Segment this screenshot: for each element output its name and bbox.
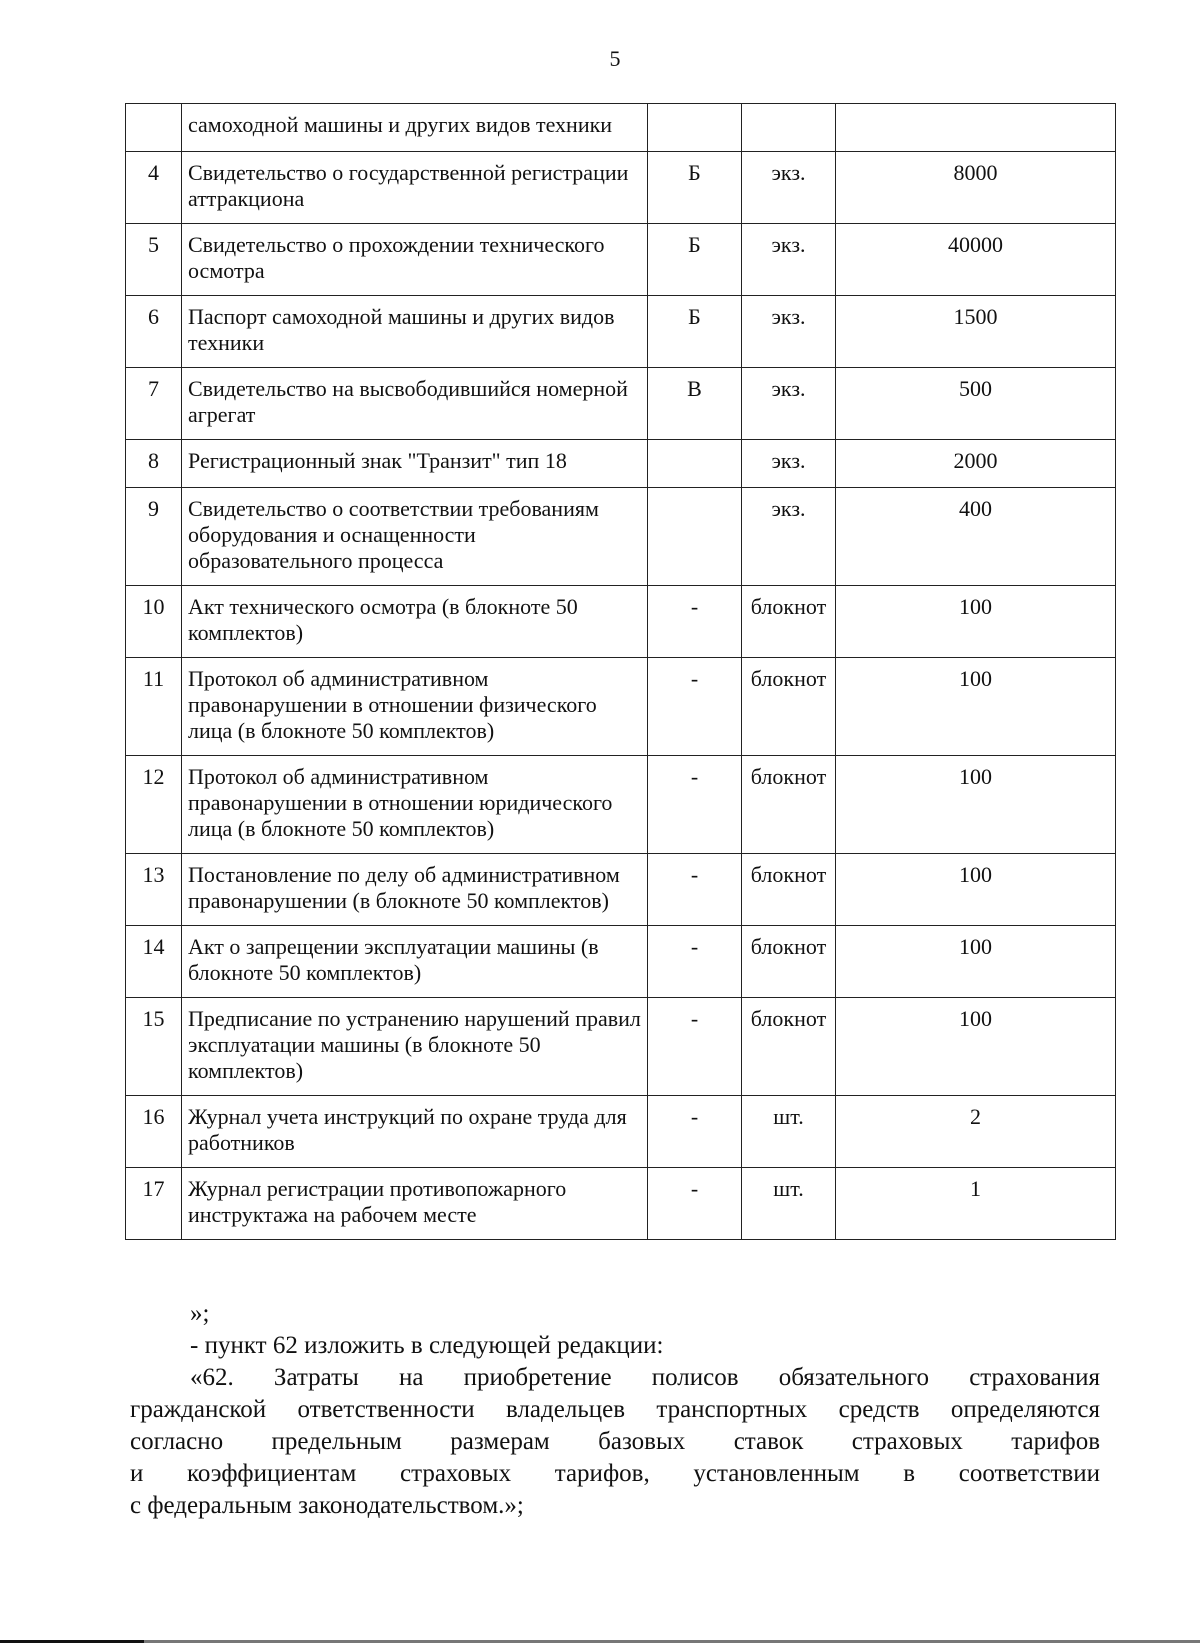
row-unit: блокнот [742,854,836,926]
row-quantity: 8000 [836,152,1116,224]
table-row [126,296,1116,368]
row-category: - [648,586,742,658]
row-quantity: 100 [836,998,1116,1096]
row-quantity: 100 [836,586,1116,658]
row-name: самоходной машины и других видов техники [182,104,648,152]
row-category: - [648,854,742,926]
row-quantity: 100 [836,926,1116,998]
row-name: Свидетельство о соответствии требованиям оборудования и оснащенности образовательного процесса [182,488,648,586]
table-row [126,998,1116,1096]
amendment-line: и коэффициентам страховых тарифов, установленным в соответствии [130,1460,1100,1487]
row-name: Свидетельство о государственной регистрации аттракциона [182,152,648,224]
row-category [648,488,742,586]
row-category [648,104,742,152]
row-unit: шт. [742,1096,836,1168]
row-unit: экз. [742,488,836,586]
row-category: - [648,998,742,1096]
row-quantity: 100 [836,854,1116,926]
amendment-text [130,1298,1100,1522]
amendment-line: гражданской ответственности владельцев транспортных средств определяются [130,1396,1100,1423]
row-name: Предписание по устранению нарушений правил эксплуатации машины (в блокноте 50 комплектов) [182,998,648,1096]
row-name: Журнал учета инструкций по охране труда для работников [182,1096,648,1168]
table-row [126,224,1116,296]
row-quantity: 500 [836,368,1116,440]
page-bottom-rule [0,1640,1200,1643]
row-category: - [648,1168,742,1240]
table-row [126,104,1116,152]
table-row [126,658,1116,756]
row-number: 9 [126,488,182,586]
table-row [126,368,1116,440]
row-quantity: 1500 [836,296,1116,368]
table-row [126,1096,1116,1168]
row-unit: шт. [742,1168,836,1240]
row-quantity: 1 [836,1168,1116,1240]
amendment-line: согласно предельным размерам базовых ставок страховых тарифов [130,1428,1100,1455]
row-number: 14 [126,926,182,998]
row-name: Свидетельство о прохождении технического осмотра [182,224,648,296]
row-quantity [836,104,1116,152]
row-number: 6 [126,296,182,368]
row-name: Акт о запрещении эксплуатации машины (в блокноте 50 комплектов) [182,926,648,998]
table-row [126,440,1116,488]
closing-quote: »; [190,1300,210,1327]
row-category: Б [648,296,742,368]
row-name: Журнал регистрации противопожарного инструктажа на рабочем месте [182,1168,648,1240]
row-number: 8 [126,440,182,488]
row-number: 16 [126,1096,182,1168]
row-unit: блокнот [742,998,836,1096]
row-name: Паспорт самоходной машины и других видов техники [182,296,648,368]
row-quantity: 2 [836,1096,1116,1168]
row-quantity: 400 [836,488,1116,586]
amendment-intro: - пункт 62 изложить в следующей редакции: [190,1332,664,1359]
row-number: 11 [126,658,182,756]
row-category: - [648,756,742,854]
row-unit: блокнот [742,658,836,756]
table-row [126,926,1116,998]
row-category: - [648,658,742,756]
page-number: 5 [609,46,621,71]
row-unit: экз. [742,440,836,488]
row-number: 10 [126,586,182,658]
row-unit [742,104,836,152]
row-category: Б [648,152,742,224]
row-quantity: 100 [836,658,1116,756]
row-unit: блокнот [742,756,836,854]
row-name: Регистрационный знак "Транзит" тип 18 [182,440,648,488]
row-number: 7 [126,368,182,440]
row-unit: блокнот [742,926,836,998]
row-unit: экз. [742,296,836,368]
document-table [125,103,1116,1240]
table-row [126,488,1116,586]
row-number: 4 [126,152,182,224]
amendment-line: «62. Затраты на приобретение полисов обязательного страхования [190,1364,1100,1391]
row-quantity: 100 [836,756,1116,854]
row-category: Б [648,224,742,296]
row-category: - [648,1096,742,1168]
row-unit: блокнот [742,586,836,658]
row-number: 13 [126,854,182,926]
row-unit: экз. [742,368,836,440]
table-row [126,756,1116,854]
table-row [126,586,1116,658]
row-name: Постановление по делу об административном правонарушении (в блокноте 50 комплектов) [182,854,648,926]
row-category: В [648,368,742,440]
row-unit: экз. [742,152,836,224]
row-number: 5 [126,224,182,296]
row-quantity: 40000 [836,224,1116,296]
row-number: 15 [126,998,182,1096]
row-category [648,440,742,488]
row-number: 12 [126,756,182,854]
table-row [126,854,1116,926]
row-unit: экз. [742,224,836,296]
table-row [126,1168,1116,1240]
row-number [126,104,182,152]
row-category: - [648,926,742,998]
row-name: Акт технического осмотра (в блокноте 50 комплектов) [182,586,648,658]
table-row [126,152,1116,224]
row-quantity: 2000 [836,440,1116,488]
row-name: Протокол об административном правонарушении в отношении юридического лица (в блокноте 50 комплектов) [182,756,648,854]
row-name: Протокол об административном правонарушении в отношении физического лица (в блокноте 50 комплектов) [182,658,648,756]
amendment-line: с федеральным законодательством.»; [130,1492,524,1519]
row-name: Свидетельство на высвободившийся номерной агрегат [182,368,648,440]
row-number: 17 [126,1168,182,1240]
